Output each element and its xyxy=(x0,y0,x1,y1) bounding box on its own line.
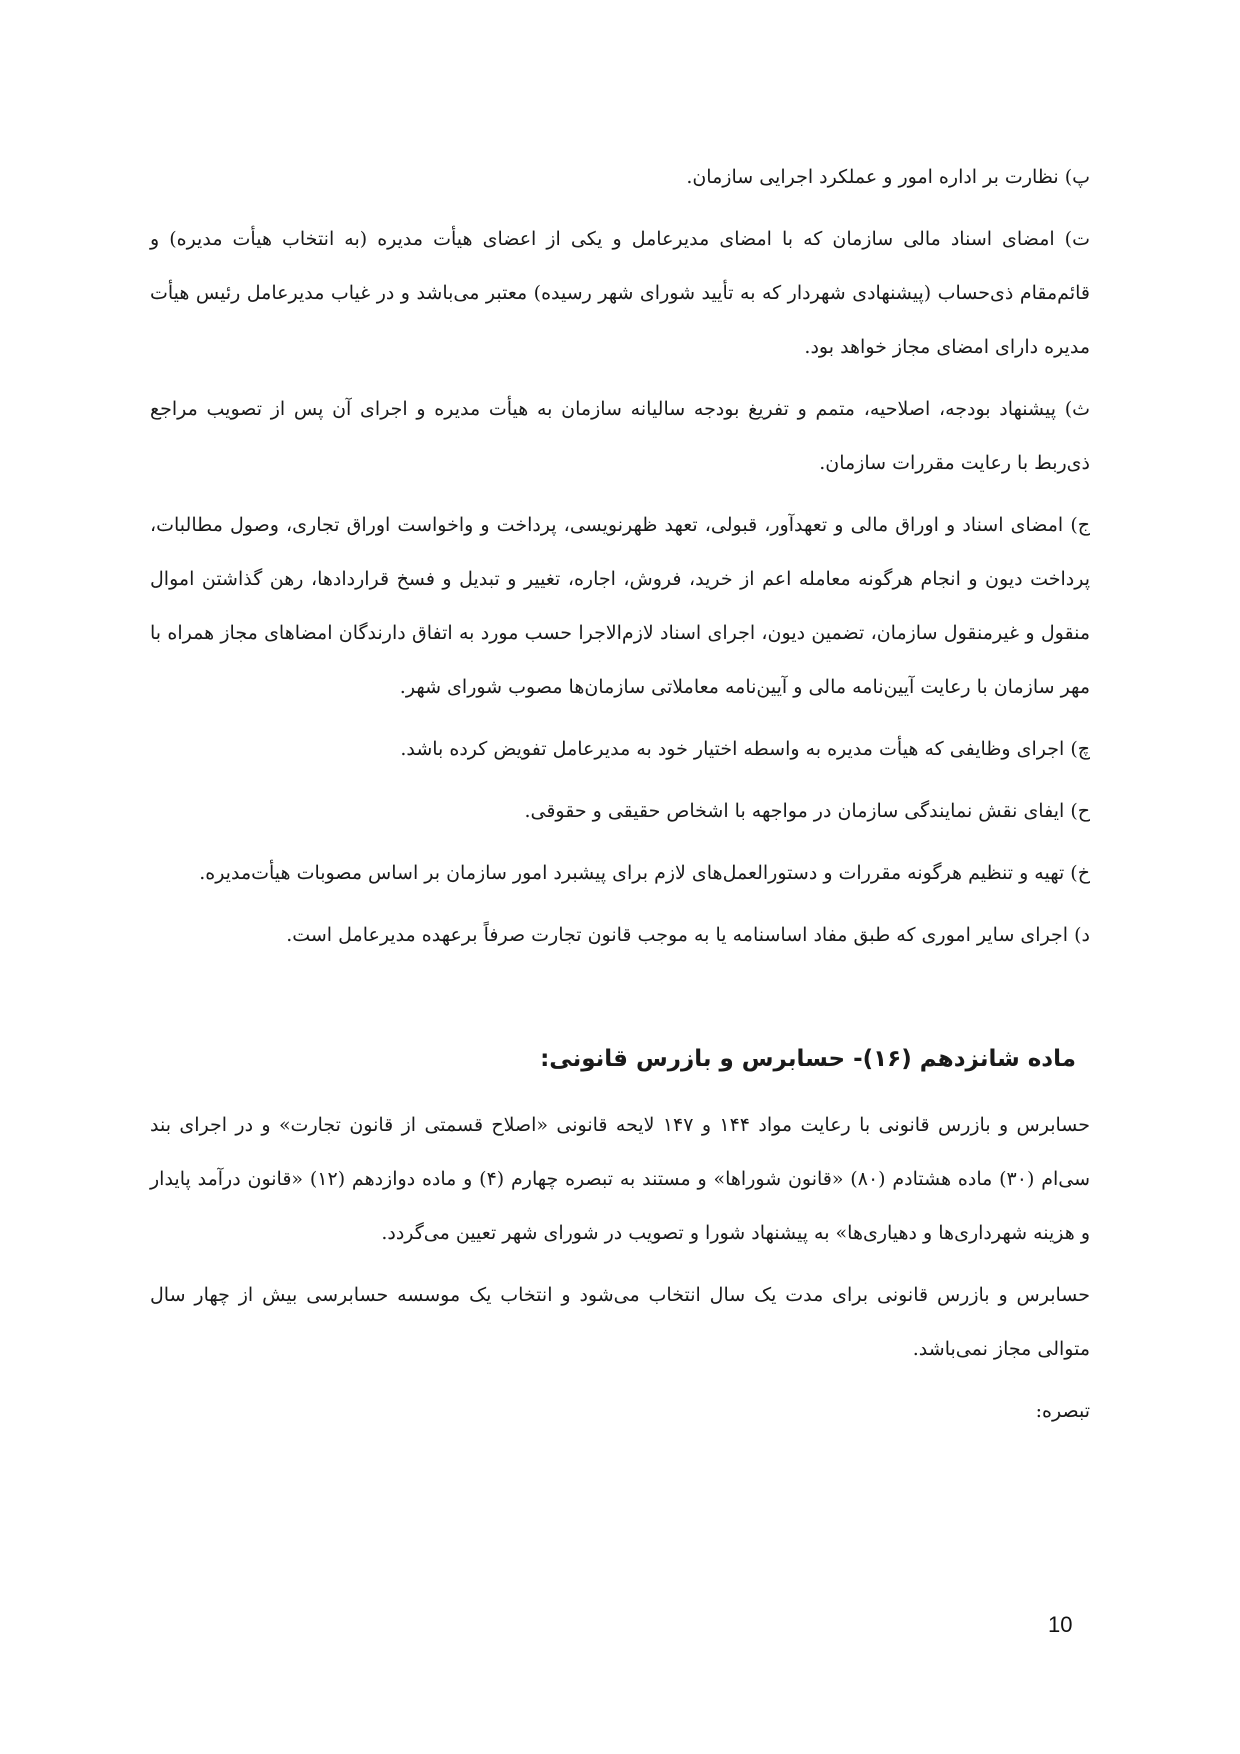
clause-se: ث) پیشنهاد بودجه، اصلاحیه، متمم و تفریغ بودجه سالیانه سازمان به هیأت مدیره و اجرای آن پس از تصویب مراجع ذی‌ربط با رعایت مقررات سازمان. xyxy=(150,398,1090,474)
clause-che: چ) اجرای وظایفی که هیأت مدیره به واسطه اختیار خود به مدیرعامل تفویض کرده باشد. xyxy=(400,738,1090,760)
page-number: 10 xyxy=(1048,1612,1073,1637)
article-16-heading: ماده شانزدهم (۱۶)- حسابرس و بازرس قانونی: xyxy=(540,1046,1076,1072)
clause-te: ت) امضای اسناد مالی سازمان که با امضای مدیرعامل و یکی از اعضای هیأت مدیره (به انتخاب هیأت مدیره) و قائم‌مقام ذی‌حساب (پیشنهادی شهردار که به تأیید شورای شهر رسیده) معتبر می‌باشد و در غیاب مدیرعامل رئیس هیأت مدیره دارای امضای مجاز خواهد بود. xyxy=(150,228,1090,358)
note-label: تبصره: xyxy=(1035,1400,1090,1422)
clause-khe: خ) تهیه و تنظیم هرگونه مقررات و دستورالعمل‌های لازم برای پیشبرد امور سازمان بر اساس مصوبات هیأت‌مدیره. xyxy=(199,862,1090,884)
page-content xyxy=(150,150,1090,1446)
clause-pe: پ) نظارت بر اداره امور و عملکرد اجرایی سازمان. xyxy=(686,166,1090,188)
clause-jim: ج) امضای اسناد و اوراق مالی و تعهدآور، قبولی، تعهد ظهرنویسی، پرداخت و واخواست اوراق تجاری، وصول مطالبات، پرداخت دیون و انجام هرگونه معامله اعم از خرید، فروش، اجاره، تغییر و تبدیل و فسخ قراردادها، رهن گذاشتن اموال منقول و غیرمنقول سازمان، تضمین دیون، اجرای اسناد لازم‌الاجرا حسب مورد به اتفاق دارندگان امضاهای مجاز همراه با مهر سازمان با رعایت آیین‌نامه مالی و آیین‌نامه معاملاتی سازمان‌ها مصوب شورای شهر. xyxy=(150,514,1090,698)
auditor-paragraph-2: حسابرس و بازرس قانونی برای مدت یک سال انتخاب می‌شود و انتخاب یک موسسه حسابرسی بیش از چهار سال متوالی مجاز نمی‌باشد. xyxy=(150,1284,1090,1360)
auditor-paragraph-1: حسابرس و بازرس قانونی با رعایت مواد ۱۴۴ و ۱۴۷ لایحه قانونی «اصلاح قسمتی از قانون تجارت» و در اجرای بند سی‌ام (۳۰) ماده هشتادم (۸۰) «قانون شوراها» و مستند به تبصره چهارم (۴) و ماده دوازدهم (۱۲) «قانون درآمد پایدار و هزینه شهرداری‌ها و دهیاری‌ها» به پیشنهاد شورا و تصویب در شورای شهر تعیین می‌گردد. xyxy=(150,1114,1090,1244)
clause-dal: د) اجرای سایر اموری که طبق مفاد اساسنامه یا به موجب قانون تجارت صرفاً برعهده مدیرعامل است. xyxy=(286,924,1090,946)
section-spacer xyxy=(150,970,1090,1034)
clause-he: ح) ایفای نقش نمایندگی سازمان در مواجهه با اشخاص حقیقی و حقوقی. xyxy=(524,800,1090,822)
